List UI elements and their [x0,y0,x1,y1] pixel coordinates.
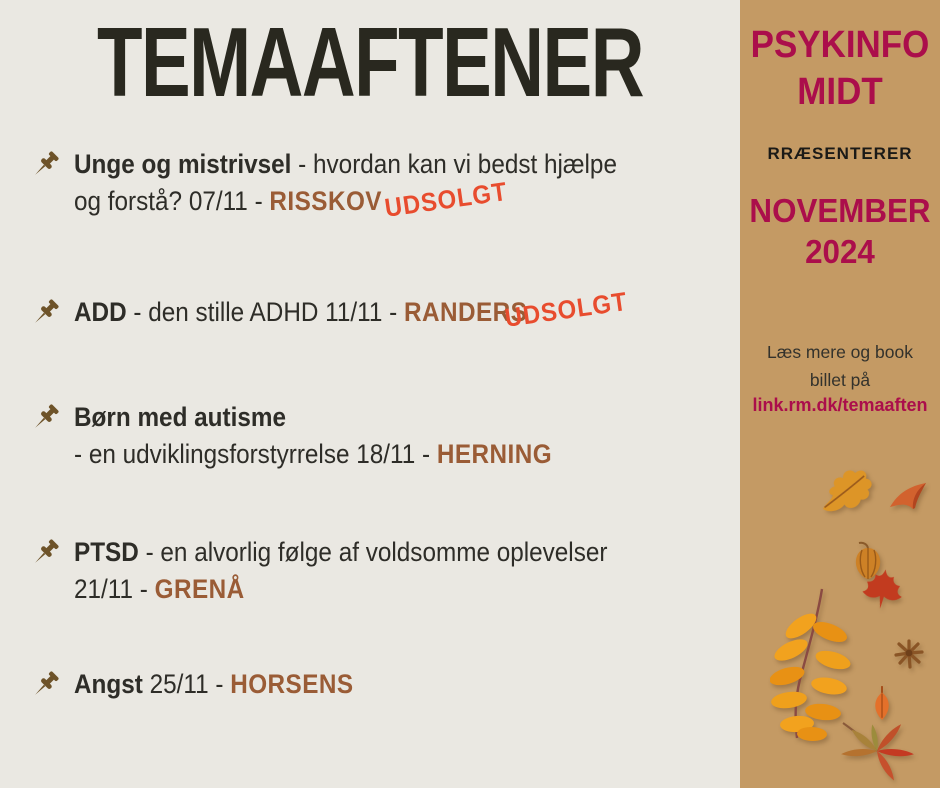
event-location: HERNING [436,439,553,469]
event-text [74,146,617,220]
event-item-angst [26,666,385,704]
event-location: RISSKOV [269,186,382,216]
creeper-leaf-icon [830,714,920,788]
event-title: Børn med autisme [74,402,287,432]
event-item-add [26,294,578,332]
soldout-stamp: UDSOLGT [382,175,510,223]
booking-link[interactable]: link.rm.dk/temaaften [752,395,928,415]
event-location: HORSENS [230,669,354,699]
event-text [74,534,607,608]
month-label: NOVEMBER 2024 [749,192,931,270]
soldout-stamp: UDSOLGT [502,285,630,333]
event-location: GRENÅ [154,574,245,604]
cta-text: Læs mere og book billet på [767,342,913,390]
event-item-ptsd [26,534,667,608]
org-name: PSYKINFO MIDT [750,24,930,113]
pushpin-icon [26,399,64,437]
event-title: Angst [74,669,143,699]
pushpin-icon [26,534,64,572]
event-desc: - en alvorlig følge af voldsomme oplevelser [138,537,608,567]
event-title: ADD [74,297,127,327]
event-date: og forstå? 07/11 - [74,186,270,216]
pushpin-icon [26,666,64,704]
pushpin-icon [26,146,64,184]
event-text [74,399,552,473]
leaf-fragment-icon [888,481,928,511]
event-text [74,294,527,331]
event-date: 25/11 - [142,669,231,699]
event-desc: - hvordan kan vi bedst hjælpe [291,149,617,179]
page-title: TEMAAFTENER [96,7,643,117]
event-location: RANDERS [403,297,528,327]
pushpin-icon [26,294,64,332]
event-item-born-med-autisme [26,399,605,473]
event-desc: - den stille ADHD 11/11 - [126,297,404,327]
event-text [74,666,354,703]
event-title: Unge og mistrivsel [74,149,292,179]
event-desc: - en udviklingsforstyrrelse 18/11 - [74,439,437,469]
event-date: 21/11 - [74,574,155,604]
presents-label: RRÆSENTERER [767,144,913,163]
event-item-unge-og-mistrivsel [26,146,677,220]
star-anise-icon [892,638,926,670]
event-title: PTSD [74,537,139,567]
maple-leaf-icon [855,563,911,614]
